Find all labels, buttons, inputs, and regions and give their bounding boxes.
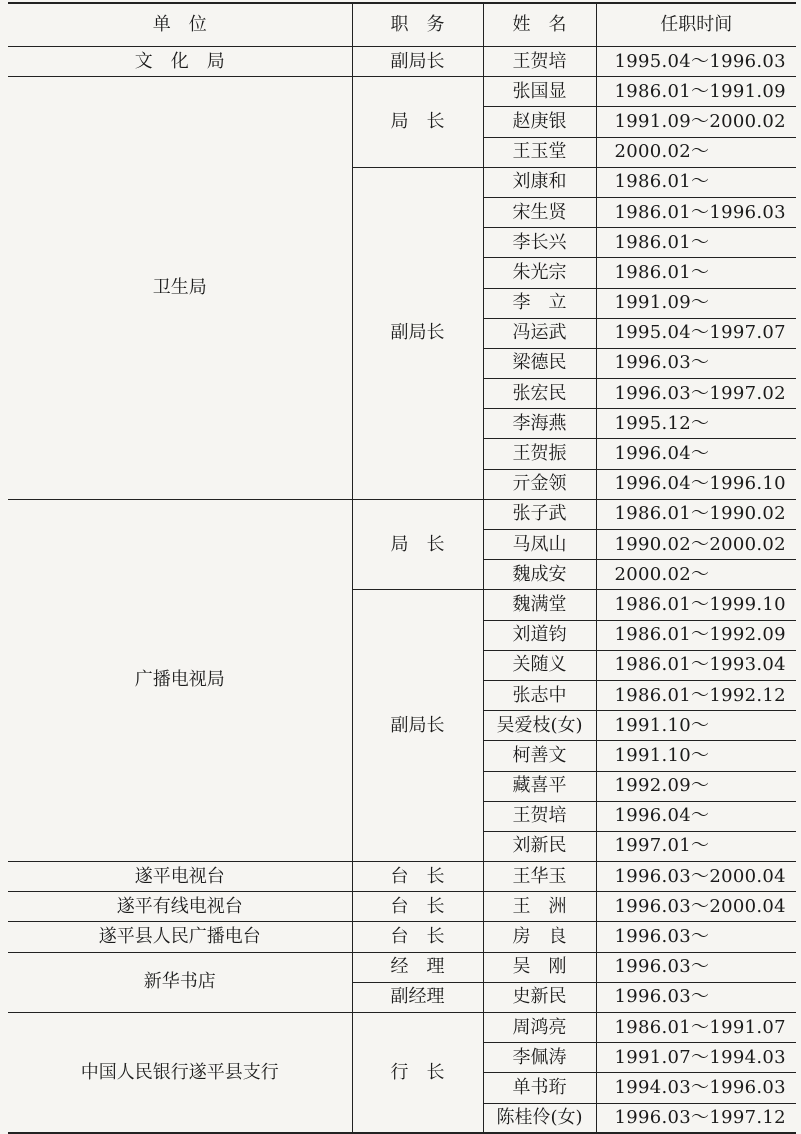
position-cell: 台 长 <box>352 922 483 952</box>
header-unit: 单 位 <box>8 3 352 47</box>
name-cell: 吴 刚 <box>483 952 596 982</box>
name-cell: 单书珩 <box>483 1073 596 1103</box>
name-cell: 关随义 <box>483 650 596 680</box>
unit-cell: 遂平县人民广播电台 <box>8 922 352 952</box>
name-cell: 魏满堂 <box>483 590 596 620</box>
unit-cell: 新华书店 <box>8 952 352 1012</box>
term-cell: 1996.04～1996.10 <box>596 469 796 499</box>
unit-cell: 中国人民银行遂平县支行 <box>8 1013 352 1134</box>
table-row <box>8 892 796 922</box>
term-cell: 2000.02～ <box>596 560 796 590</box>
table-body <box>8 47 796 1134</box>
name-cell: 李佩涛 <box>483 1043 596 1073</box>
term-cell: 1996.03～ <box>596 348 796 378</box>
position-cell: 副局长 <box>352 167 483 499</box>
position-cell: 局 长 <box>352 499 483 590</box>
term-cell: 1996.04～ <box>596 801 796 831</box>
name-cell: 陈桂伶(女) <box>483 1103 596 1133</box>
name-cell: 李 立 <box>483 288 596 318</box>
name-cell: 王贺振 <box>483 439 596 469</box>
term-cell: 1986.01～1991.09 <box>596 77 796 107</box>
name-cell: 冯运武 <box>483 318 596 348</box>
position-cell: 局 长 <box>352 77 483 168</box>
name-cell: 刘康和 <box>483 167 596 197</box>
term-cell: 1986.01～1992.09 <box>596 620 796 650</box>
table-row <box>8 77 796 107</box>
name-cell: 柯善文 <box>483 741 596 771</box>
term-cell: 1996.03～ <box>596 922 796 952</box>
name-cell: 藏喜平 <box>483 771 596 801</box>
name-cell: 张子武 <box>483 499 596 529</box>
unit-cell: 文 化 局 <box>8 47 352 77</box>
name-cell: 赵庚银 <box>483 107 596 137</box>
table-header <box>8 3 796 47</box>
name-cell: 吴爱枝(女) <box>483 711 596 741</box>
table-row <box>8 862 796 892</box>
name-cell: 刘新民 <box>483 831 596 861</box>
term-cell: 1996.03～1997.02 <box>596 379 796 409</box>
term-cell: 1995.04～1997.07 <box>596 318 796 348</box>
name-cell: 亓金领 <box>483 469 596 499</box>
term-cell: 1986.01～1993.04 <box>596 650 796 680</box>
term-cell: 1986.01～ <box>596 167 796 197</box>
name-cell: 周鸿亮 <box>483 1013 596 1043</box>
table-row <box>8 1013 796 1043</box>
name-cell: 张宏民 <box>483 379 596 409</box>
header-position: 职 务 <box>352 3 483 47</box>
position-cell: 副局长 <box>352 590 483 862</box>
term-cell: 1986.01～ <box>596 258 796 288</box>
term-cell: 1992.09～ <box>596 771 796 801</box>
term-cell: 1986.01～1999.10 <box>596 590 796 620</box>
name-cell: 李长兴 <box>483 228 596 258</box>
term-cell: 1991.10～ <box>596 741 796 771</box>
position-cell: 台 长 <box>352 862 483 892</box>
term-cell: 1991.09～2000.02 <box>596 107 796 137</box>
name-cell: 史新民 <box>483 982 596 1012</box>
name-cell: 张志中 <box>483 680 596 710</box>
term-cell: 1996.03～2000.04 <box>596 862 796 892</box>
term-cell: 1996.03～ <box>596 952 796 982</box>
name-cell: 王华玉 <box>483 862 596 892</box>
name-cell: 宋生贤 <box>483 197 596 227</box>
name-cell: 王 洲 <box>483 892 596 922</box>
position-cell: 经 理 <box>352 952 483 982</box>
term-cell: 2000.02～ <box>596 137 796 167</box>
name-cell: 刘道钧 <box>483 620 596 650</box>
term-cell: 1991.07～1994.03 <box>596 1043 796 1073</box>
term-cell: 1996.03～1997.12 <box>596 1103 796 1133</box>
term-cell: 1986.01～1996.03 <box>596 197 796 227</box>
name-cell: 王贺培 <box>483 47 596 77</box>
document-page <box>8 2 796 1128</box>
position-cell: 台 长 <box>352 892 483 922</box>
name-cell: 朱光宗 <box>483 258 596 288</box>
term-cell: 1986.01～1990.02 <box>596 499 796 529</box>
table-row <box>8 47 796 77</box>
unit-cell: 卫生局 <box>8 77 352 500</box>
position-cell: 行 长 <box>352 1013 483 1134</box>
position-cell: 副经理 <box>352 982 483 1012</box>
table-row <box>8 952 796 982</box>
unit-cell: 广播电视局 <box>8 499 352 861</box>
position-cell: 副局长 <box>352 47 483 77</box>
term-cell: 1991.10～ <box>596 711 796 741</box>
name-cell: 王贺培 <box>483 801 596 831</box>
name-cell: 马凤山 <box>483 530 596 560</box>
term-cell: 1986.01～1991.07 <box>596 1013 796 1043</box>
table-row <box>8 499 796 529</box>
term-cell: 1994.03～1996.03 <box>596 1073 796 1103</box>
name-cell: 张国显 <box>483 77 596 107</box>
name-cell: 房 良 <box>483 922 596 952</box>
name-cell: 王玉堂 <box>483 137 596 167</box>
term-cell: 1997.01～ <box>596 831 796 861</box>
term-cell: 1991.09～ <box>596 288 796 318</box>
name-cell: 魏成安 <box>483 560 596 590</box>
header-name: 姓 名 <box>483 3 596 47</box>
name-cell: 李海燕 <box>483 409 596 439</box>
term-cell: 1990.02～2000.02 <box>596 530 796 560</box>
term-cell: 1986.01～ <box>596 228 796 258</box>
term-cell: 1986.01～1992.12 <box>596 680 796 710</box>
name-cell: 梁德民 <box>483 348 596 378</box>
officials-table <box>8 2 796 1134</box>
unit-cell: 遂平电视台 <box>8 862 352 892</box>
term-cell: 1995.04～1996.03 <box>596 47 796 77</box>
unit-cell: 遂平有线电视台 <box>8 892 352 922</box>
term-cell: 1996.04～ <box>596 439 796 469</box>
term-cell: 1996.03～2000.04 <box>596 892 796 922</box>
term-cell: 1996.03～ <box>596 982 796 1012</box>
header-term: 任职时间 <box>596 3 796 47</box>
table-row <box>8 922 796 952</box>
term-cell: 1995.12～ <box>596 409 796 439</box>
